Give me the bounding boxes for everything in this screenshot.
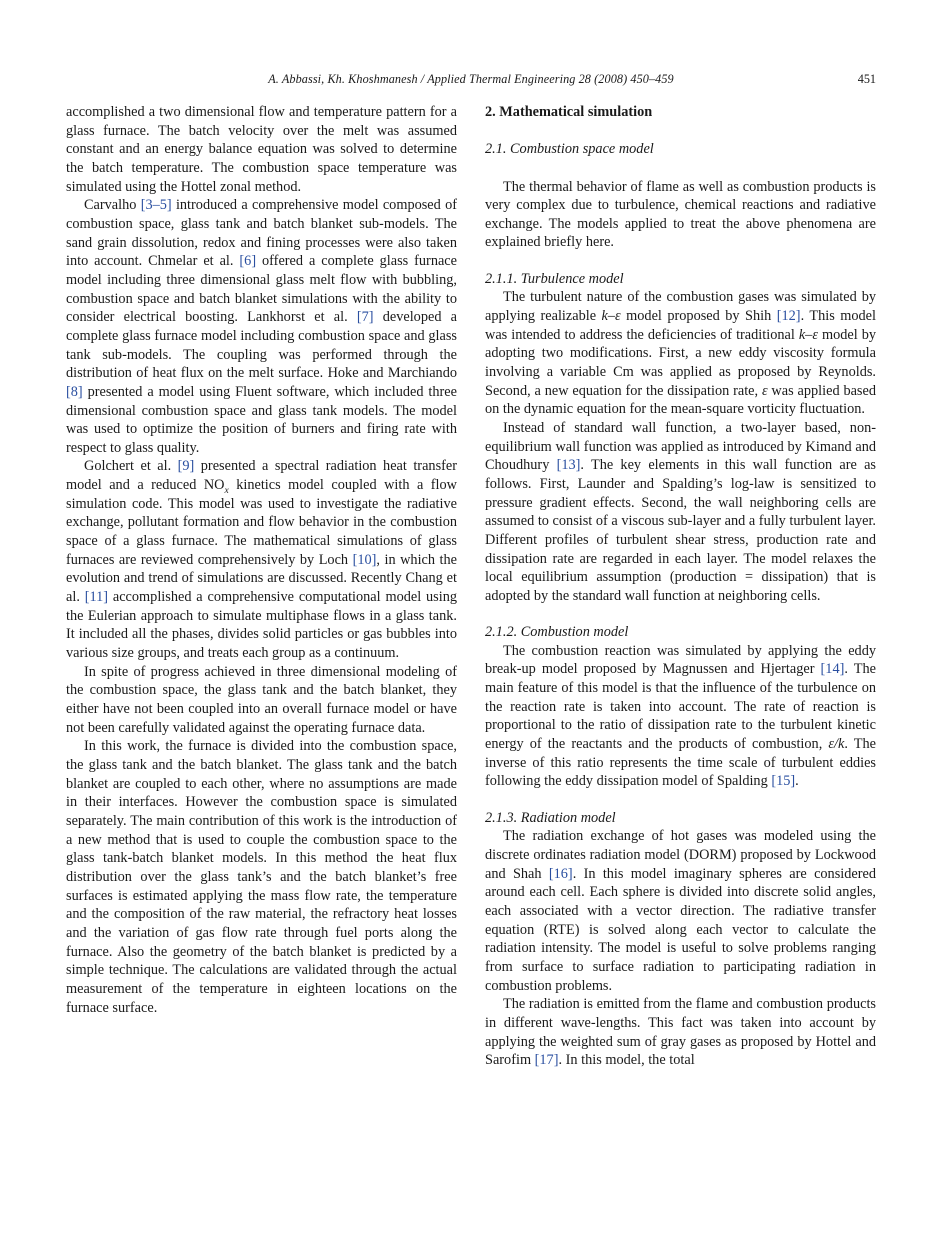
paragraph-carvalho: Carvalho [3–5] introduced a comprehensive model composed of combustion space, glass tank and batch blanket sub-models. The sand grain dissolution, redox and fining processes were also taken into account. Chmelar et al. [6] offered a complete glass furnace model including three dimensional glass melt flow with bubbling, combustion space and batch blanket simulations with the ability to consider electrical boosting. Lankhorst et al. [7] developed a complete glass furnace model including combustion space and glass tank sub-models. The coupling was performed through the distribution of heat flux on the melt surface. Hoke and Marchiando [8] presented a model using Fluent software, which included three dimensional combustion space and glass tank models. The model was used to optimize the position of burners and firing rate with respect to glass quality. bbox=[66, 197, 457, 456]
paragraph-golchert: Golchert et al. [9] presented a spectral radiation heat transfer model and a reduced $NO_x$ kinetics model coupled with a flow simulation code. This model was used to investigate the radiative exchange, pollutant formation and flow behavior in the combustion space of a glass furnace. The mathematical simulations of glass furnaces are reviewed comprehensively by Loch [10], in which the evolution and trend of simulations are discussed. Recently Chang et al. [11] accomplished a comprehensive computational model using the Eulerian approach to simulate multiphase flows in a glass tank. It included all the phases, divides solid particles or gas bubbles into various size groups, and treats each group as a continuum. bbox=[66, 458, 458, 662]
citation-link[interactable]: [3–5] bbox=[140, 197, 172, 214]
page-header bbox=[66, 72, 876, 92]
citation-link[interactable]: [7] bbox=[356, 309, 374, 326]
paragraph-intro: The thermal behavior of flame as well as combustion products is very complex due to turbulence, chemical reactions and radiative exchange. The models applied to treat the above phenomena are explained briefly here. bbox=[485, 178, 876, 251]
paragraph-combustion: The combustion reaction was simulated by applying the eddy break-up model proposed by Magnussen and Hjertager [14]. The main feature of this model is that the influence of the turbulence on the reaction rate is taken into account. The rate of reaction is proportional to the ratio of dissipation rate to the turbulent kinetic energy of the reactants and the products of combustion, ε/k. The inverse of this ratio represents the time scale of turbulent eddies following the eddy dissipation model of Spalding [15]. bbox=[485, 642, 877, 790]
paragraph-turbulence: The turbulent nature of the combustion gases was simulated by applying realizable k–ε model proposed by Shih [12]. This model was intended to address the deficiencies of traditional k–ε model by adopting two modifications. First, a new eddy viscosity formula involving a variable Cm was applied as proposed by Reynolds. Second, a new equation for the dissipation rate, ε was applied based on the dynamic equation for the mean-square vorticity fluctuation. bbox=[485, 289, 876, 418]
subsubsection-heading: 2.1.3. Radiation model bbox=[485, 809, 616, 826]
paragraph-continued: accomplished a two dimensional flow and temperature pattern for a glass furnace. The batch velocity over the melt was assumed constant and an energy balance equation was solved to determine the batch temperature. The combustion space temperature was simulated using the Hottel zonal method. bbox=[66, 104, 457, 195]
citation-link[interactable]: [17] bbox=[534, 1052, 559, 1069]
right-column bbox=[485, 103, 876, 1070]
paragraph-progress: In spite of progress achieved in three dimensional modeling of the combustion space, the glass tank and the batch blanket, they either have not been coupled into an overall furnace model or have not been carefully validated against the operating furnace data. bbox=[66, 663, 457, 736]
citation-link[interactable]: [8] bbox=[66, 383, 83, 400]
paragraph-wall-function: Instead of standard wall function, a two-layer based, non-equilibrium wall function was applied as introduced by Kimand and Choudhury [13]. The key elements in this wall function are as follows. First, Launder and Spalding’s log-law is sensitized to pressure gradient effects. Second, the wall neighboring cells are assumed to consist of a viscous sub-layer and a fully turbulent layer. Different profiles of turbulent shear stress, production rate and dissipation rate are regarded in each layer. The model relaxes the local equilibrium assumption (production = dissipation) that is adopted by the standard wall function at neighboring cells. bbox=[485, 419, 876, 604]
citation-link[interactable]: [13] bbox=[556, 457, 581, 474]
paragraph-radiation: The radiation exchange of hot gases was modeled using the discrete ordinates radiation model (DORM) proposed by Lockwood and Shah [16]. In this model imaginary spheres are considered around each cell. Each sphere is divided into discrete solid angles, each associated with a vector direction. The radiative transfer equation (RTE) is solved along each vector to calculate the radiation intensity. The model is useful to solve problems ranging from surface to surface radiation to participating radiation in combustion problems. bbox=[485, 828, 876, 994]
section-title: 2. Mathematical simulation bbox=[485, 104, 653, 120]
citation-link[interactable]: [11] bbox=[84, 589, 109, 606]
citation-link[interactable]: [6] bbox=[239, 253, 257, 270]
citation-link[interactable]: [16] bbox=[548, 865, 573, 882]
subsubsection-heading: 2.1.1. Turbulence model bbox=[485, 270, 624, 287]
citation-link[interactable]: [9] bbox=[177, 458, 195, 475]
paragraph-this-work: In this work, the furnace is divided into the combustion space, the glass tank and the batch blanket. The glass tank and the batch blanket are coupled to each other, where no assumptions are made in their interfaces. However the combustion space is simulated separately. The main contribution of this work is the introduction of a new method that is used to couple the combustion space to the glass tank-batch blanket models. In this method the heat flux distribution over the glass tank’s and the batch blanket’s free surfaces is estimated applying the mass flow rate, the temperature and the composition of the raw material, the refractory heat losses and the variation of gas flow rate through fuel ports along the furnace. Also the geometry of the batch blanket is predicted by a simple technique. The calculations are validated through the actual measurement of the temperature in eighteen locations on the furnace surface. bbox=[66, 738, 457, 1016]
citation-link[interactable]: [14] bbox=[820, 661, 845, 678]
running-head: A. Abbassi, Kh. Khoshmanesh / Applied Thermal Engineering 28 (2008) 450–459 bbox=[268, 72, 674, 86]
citation-link[interactable]: [15] bbox=[771, 773, 796, 790]
citation-link[interactable]: [10] bbox=[352, 551, 377, 568]
paragraph-gray-gases: The radiation is emitted from the flame and combustion products in different wave-lengths. This fact was taken into account by applying the weighted sum of gray gases as proposed by Hottel and Sarofim [17]. In this model, the total bbox=[485, 996, 876, 1069]
page-number: 451 bbox=[857, 72, 876, 86]
left-column bbox=[66, 103, 457, 1017]
citation-link[interactable]: [12] bbox=[776, 308, 801, 325]
subsection-heading: 2.1. Combustion space model bbox=[485, 141, 654, 158]
subsubsection-heading: 2.1.2. Combustion model bbox=[485, 624, 629, 641]
